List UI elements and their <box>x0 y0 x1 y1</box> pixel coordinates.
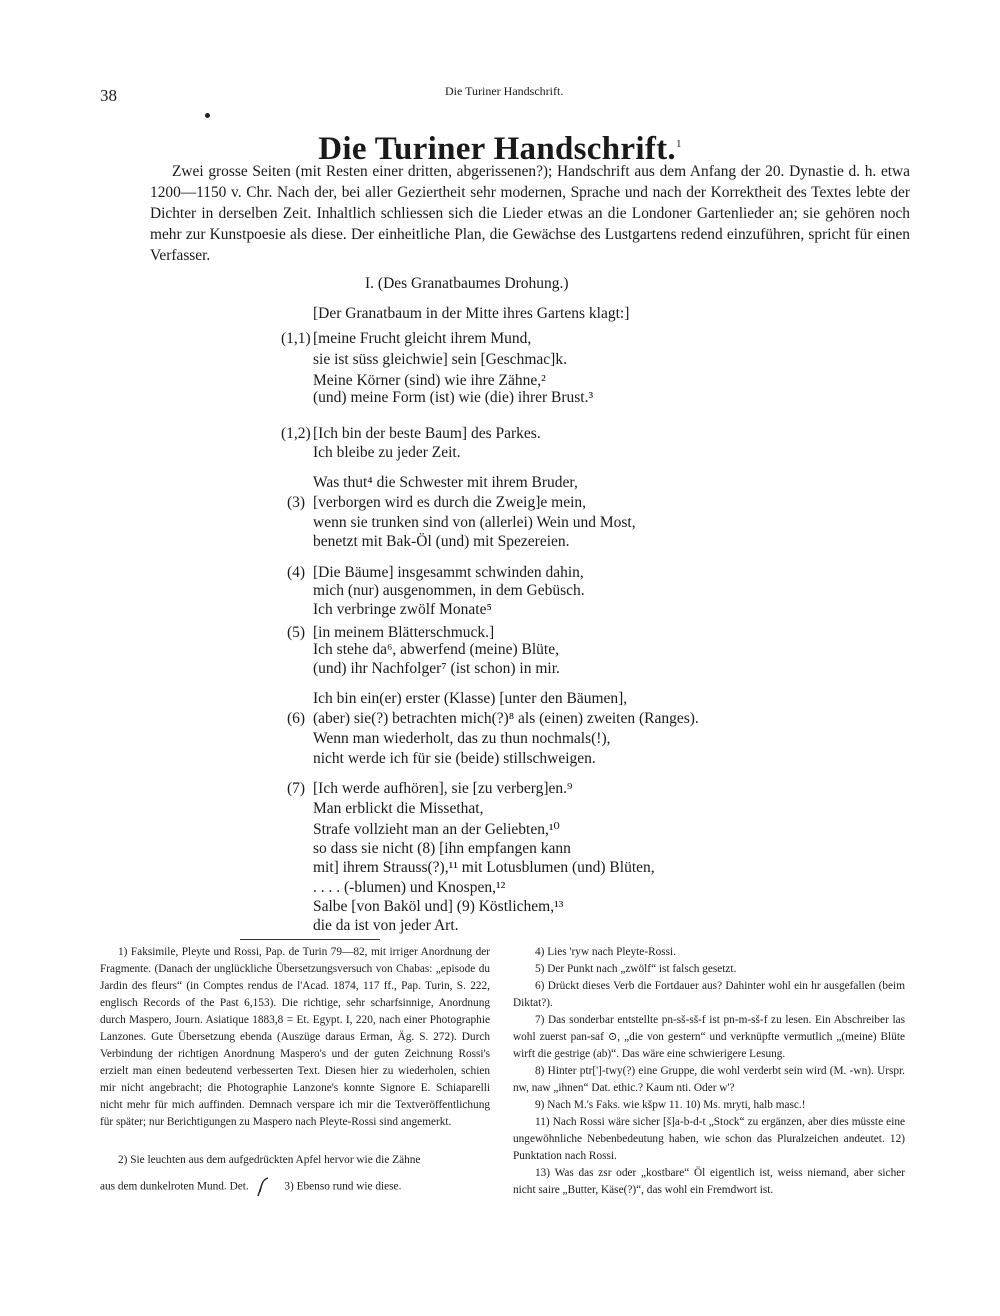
ink-dot <box>205 113 210 118</box>
verse-line: [in meinem Blätterschmuck.] <box>313 624 495 641</box>
verse-line: die da ist von jeder Art. <box>313 917 459 934</box>
title-note-marker: 1 <box>675 138 682 150</box>
footnote-rule <box>240 939 380 940</box>
verse-line: [meine Frucht gleicht ihrem Mund, <box>313 330 532 347</box>
verse-line: benetzt mit Bak-Öl (und) mit Spezereien. <box>313 533 570 550</box>
verse-line: [Ich bin der beste Baum] des Parkes. <box>313 425 541 442</box>
verse-line: [Ich werde aufhören], sie [zu verberg]en.⁹ <box>313 780 573 797</box>
footnote-6: 6) Drückt dieses Verb die Fortdauer aus? Dahinter wohl ein hr ausgefallen (beim Diktat?). <box>513 980 905 1009</box>
intro-text: Zwei grosse Seiten (mit Resten einer dritten, abgerissenen?); Handschrift aus dem Anfang der 20. Dynastie d. h. etwa 1200—1150 v. Chr. Nach der, bei aller Geziertheit sehr modernen, Sprache und nach der Korrektheit des Textes lebte der Dichter in derselben Zeit. Inhaltlich schliessen sich die Lieder etwas an die Londoner Gartenlieder an; sie gehören noch mehr zur Kunstpoesie als diese. Der einheitliche Plan, die Gewächse des Lustgartens redend einzuführen, spricht für einen Verfasser. <box>150 163 910 264</box>
verse-line: Ich verbringe zwölf Monate⁵ <box>313 601 492 618</box>
verse-number: (5) <box>287 624 306 641</box>
page-title-text: Die Turiner Handschrift. <box>318 131 676 167</box>
verse-line: Salbe [von Baköl und] (9) Köstlichem,¹³ <box>313 898 564 915</box>
section-heading: I. (Des Granatbaumes Drohung.) <box>365 275 569 292</box>
verse-line: [Der Granatbaum in der Mitte ihres Gartens klagt:] <box>313 305 630 322</box>
page-number: 38 <box>100 86 117 105</box>
footnote-5: 5) Der Punkt nach „zwölf“ ist falsch gesetzt. <box>535 963 737 975</box>
footnote-11-12: 11) Nach Rossi wäre sicher [š]a-b-d-t „Stock“ zu ergänzen, aber dies müsste eine ungewöhnliche Nebenbedeutung haben, wie schon das Pluralzeichen andeutet. 12) Punktation nach Rossi. <box>513 1116 905 1162</box>
verse-number: (7) <box>287 780 306 797</box>
footnote-2: 2) Sie leuchten aus dem aufgedrückten Apfel hervor wie die Zähne <box>118 1154 421 1166</box>
footnote-7: 7) Das sonderbar entstellte pn-sš-sš-f ist pn-m-sš-f zu lesen. Ein Abschreiber las wohl zuerst pan-saf ⊙, „die von gestern“ und verknüpfte vermutlich „(meine) Blüte wirft die gestrige (ab)“. Das wäre eine schwierigere Lesung. <box>513 1014 905 1060</box>
footnotes-right <box>513 944 905 1199</box>
verse-line: mit] ihrem Strauss(?),¹¹ mit Lotusblumen (und) Blüten, <box>313 859 655 876</box>
intro-paragraph <box>150 161 910 266</box>
verse-line: sie ist süss gleichwie] sein [Geschmac]k. <box>313 351 567 368</box>
verse-number: (6) <box>287 710 306 727</box>
running-title: Die Turiner Handschrift. <box>445 84 564 98</box>
hieroglyph-determinative-icon <box>252 1176 282 1198</box>
verse-number: (1,1) <box>281 330 311 347</box>
verse-line: Meine Körner (sind) wie ihre Zähne,² <box>313 372 546 389</box>
verse-line: mich (nur) ausgenommen, in dem Gebüsch. <box>313 582 585 599</box>
verse-line: Man erblickt die Missethat, <box>313 800 484 817</box>
footnote-8: 8) Hinter ptr[']-twy(?) eine Gruppe, die wohl verderbt sein wird (M. -wn). Urspr. nw, naw „ihnen“ Dat. ethic.? Kaum nti. Oder w'? <box>513 1065 905 1094</box>
verse-line: Wenn man wiederholt, das zu thun nochmals(!), <box>313 730 611 747</box>
footnote-13: 13) Was das zsr oder „kostbare“ Öl eigentlich ist, weiss niemand, aber sicher nicht saire „Butter, Käse(?)“, das wohl ein Fremdwort ist. <box>513 1167 905 1196</box>
verse-line: so dass sie nicht (8) [ihn empfangen kann <box>313 840 571 857</box>
verse-line: nicht werde ich für sie (beide) stillschweigen. <box>313 750 596 767</box>
verse-line: . . . . (-blumen) und Knospen,¹² <box>313 879 506 896</box>
footnote-4: 4) Lies 'ryw nach Pleyte-Rossi. <box>535 946 677 958</box>
verse-number: (4) <box>287 564 306 581</box>
footnote-9-10: 9) Nach M.'s Faks. wie kšpw 11. 10) Ms. mryti, halb masc.! <box>535 1099 806 1111</box>
verse-number: (3) <box>287 494 306 511</box>
verse-line: [verborgen wird es durch die Zweig]e mein, <box>313 494 587 511</box>
footnote-3: 3) Ebenso rund wie diese. <box>284 1180 402 1193</box>
verse-line: Ich bin ein(er) erster (Klasse) [unter den Bäumen], <box>313 690 628 707</box>
verse-line: Was thut⁴ die Schwester mit ihrem Bruder, <box>313 474 578 491</box>
footnote-2-3-line <box>100 1176 490 1198</box>
verse-line: (aber) sie(?) betrachten mich(?)⁸ als (einen) zweiten (Ranges). <box>313 710 699 727</box>
verse-line: (und) meine Form (ist) wie (die) ihrer Brust.³ <box>313 389 594 406</box>
verse-line: Ich stehe da⁶, abwerfend (meine) Blüte, <box>313 641 559 658</box>
footnotes-left-tail <box>100 1152 490 1198</box>
verse-line: Ich bleibe zu jeder Zeit. <box>313 444 461 461</box>
verse-line: wenn sie trunken sind von (allerlei) Wein und Most, <box>313 514 636 531</box>
footnotes-left <box>100 944 490 1131</box>
footnote-1: 1) Faksimile, Pleyte und Rossi, Pap. de Turin 79—82, mit irriger Anordnung der Fragmente. (Danach der unglückliche Übersetzungsversuch von Chabas: „episode du Jardin des fleurs“ (in Comptes rendus de l'Acad. 1874, 117 ff., Pap. Turin, S. 222, englisch Records of the Past 6,153). Die richtige, sehr scharfsinnige, Anordnung durch Maspero, Journ. Asiatique 1883,8 = Et. Egypt. I, 220, nach einer Photographie Lanzones. Gute Übersetzung ebenda (Auszüge daraus Erman, Äg. S. 272). Durch Verbindung der richtigen Anordnung Maspero's und der guten Zeichnung Rossi's erzielt man einen bedeutend verbesserten Text. Diesen hier zu wiederholen, schien mir nicht angebracht; die Photographie Lanzone's konnte Signore E. Schiaparelli nicht mehr für mich auffinden. Demnach verspare ich mir die Textveröffentlichung für später; nur Berichtigungen zu Maspero nach Pleyte-Rossi sind angemerkt. <box>100 946 490 1128</box>
verse-line: [Die Bäume] insgesammt schwinden dahin, <box>313 564 584 581</box>
verse-number: (1,2) <box>281 425 311 442</box>
footnote-2-continued: aus dem dunkelroten Mund. Det. <box>100 1180 249 1193</box>
verse-line: (und) ihr Nachfolger⁷ (ist schon) in mir. <box>313 660 560 677</box>
verse-line: Strafe vollzieht man an der Geliebten,¹⁰ <box>313 821 560 838</box>
